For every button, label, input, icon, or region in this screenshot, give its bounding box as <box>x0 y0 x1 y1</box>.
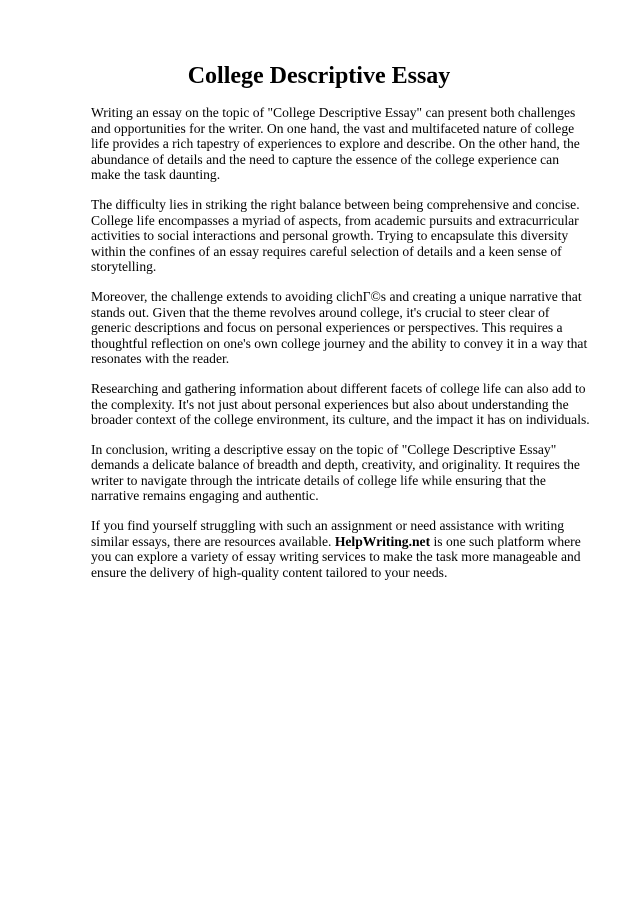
document-title: College Descriptive Essay <box>187 63 451 89</box>
paragraph-research: Researching and gathering information about different facets of college life can also add to the complexity. It's not just about personal experiences but also about understanding the broader context of the college environment, its culture, and the impact it has on individuals. <box>91 380 590 428</box>
closing-text-after: is one such platform where you can explore a variety of essay writing services to make the task more manageable and ensure the delivery of high-quality content tailored to your needs. <box>91 533 581 580</box>
paragraph-conclusion: In conclusion, writing a descriptive essay on the topic of "College Descriptive Essay" demands a delicate balance of breadth and depth, creativity, and originality. It requires the writer to navigate through the intricate details of college life while ensuring that the narrative remains engaging and authentic. <box>91 441 580 504</box>
closing-text-before: If you find yourself struggling with such an assignment or need assistance with writing similar essays, there are resources available. <box>91 518 565 549</box>
brand-name: HelpWriting.net <box>334 533 431 549</box>
paragraph-difficulty: The difficulty lies in striking the right balance between being comprehensive and concise. College life encompasses a myriad of aspects, from academic pursuits and extracurricular activities to social interactions and personal growth. Trying to encapsulate this diversity within the confines of an essay requires careful selection of details and a keen sense of storytelling. <box>91 196 580 275</box>
paragraph-closing <box>91 518 591 580</box>
paragraph-intro: Writing an essay on the topic of "College Descriptive Essay" can present both challenges and opportunities for the writer. On one hand, the vast and multifaceted nature of college life provides a rich tapestry of experiences to explore and describe. On the other hand, the abundance of details and the need to capture the essence of the college experience can make the task daunting. <box>91 105 580 183</box>
paragraph-cliches: Moreover, the challenge extends to avoiding clichГ©s and creating a unique narrative that stands out. Given that the theme revolves around college, it's crucial to steer clear of generic descriptions and focus on personal experiences or perspectives. This requires a thoughtful reflection on one's own college journey and the ability to convey it in a way that resonates with the reader. <box>91 288 588 367</box>
